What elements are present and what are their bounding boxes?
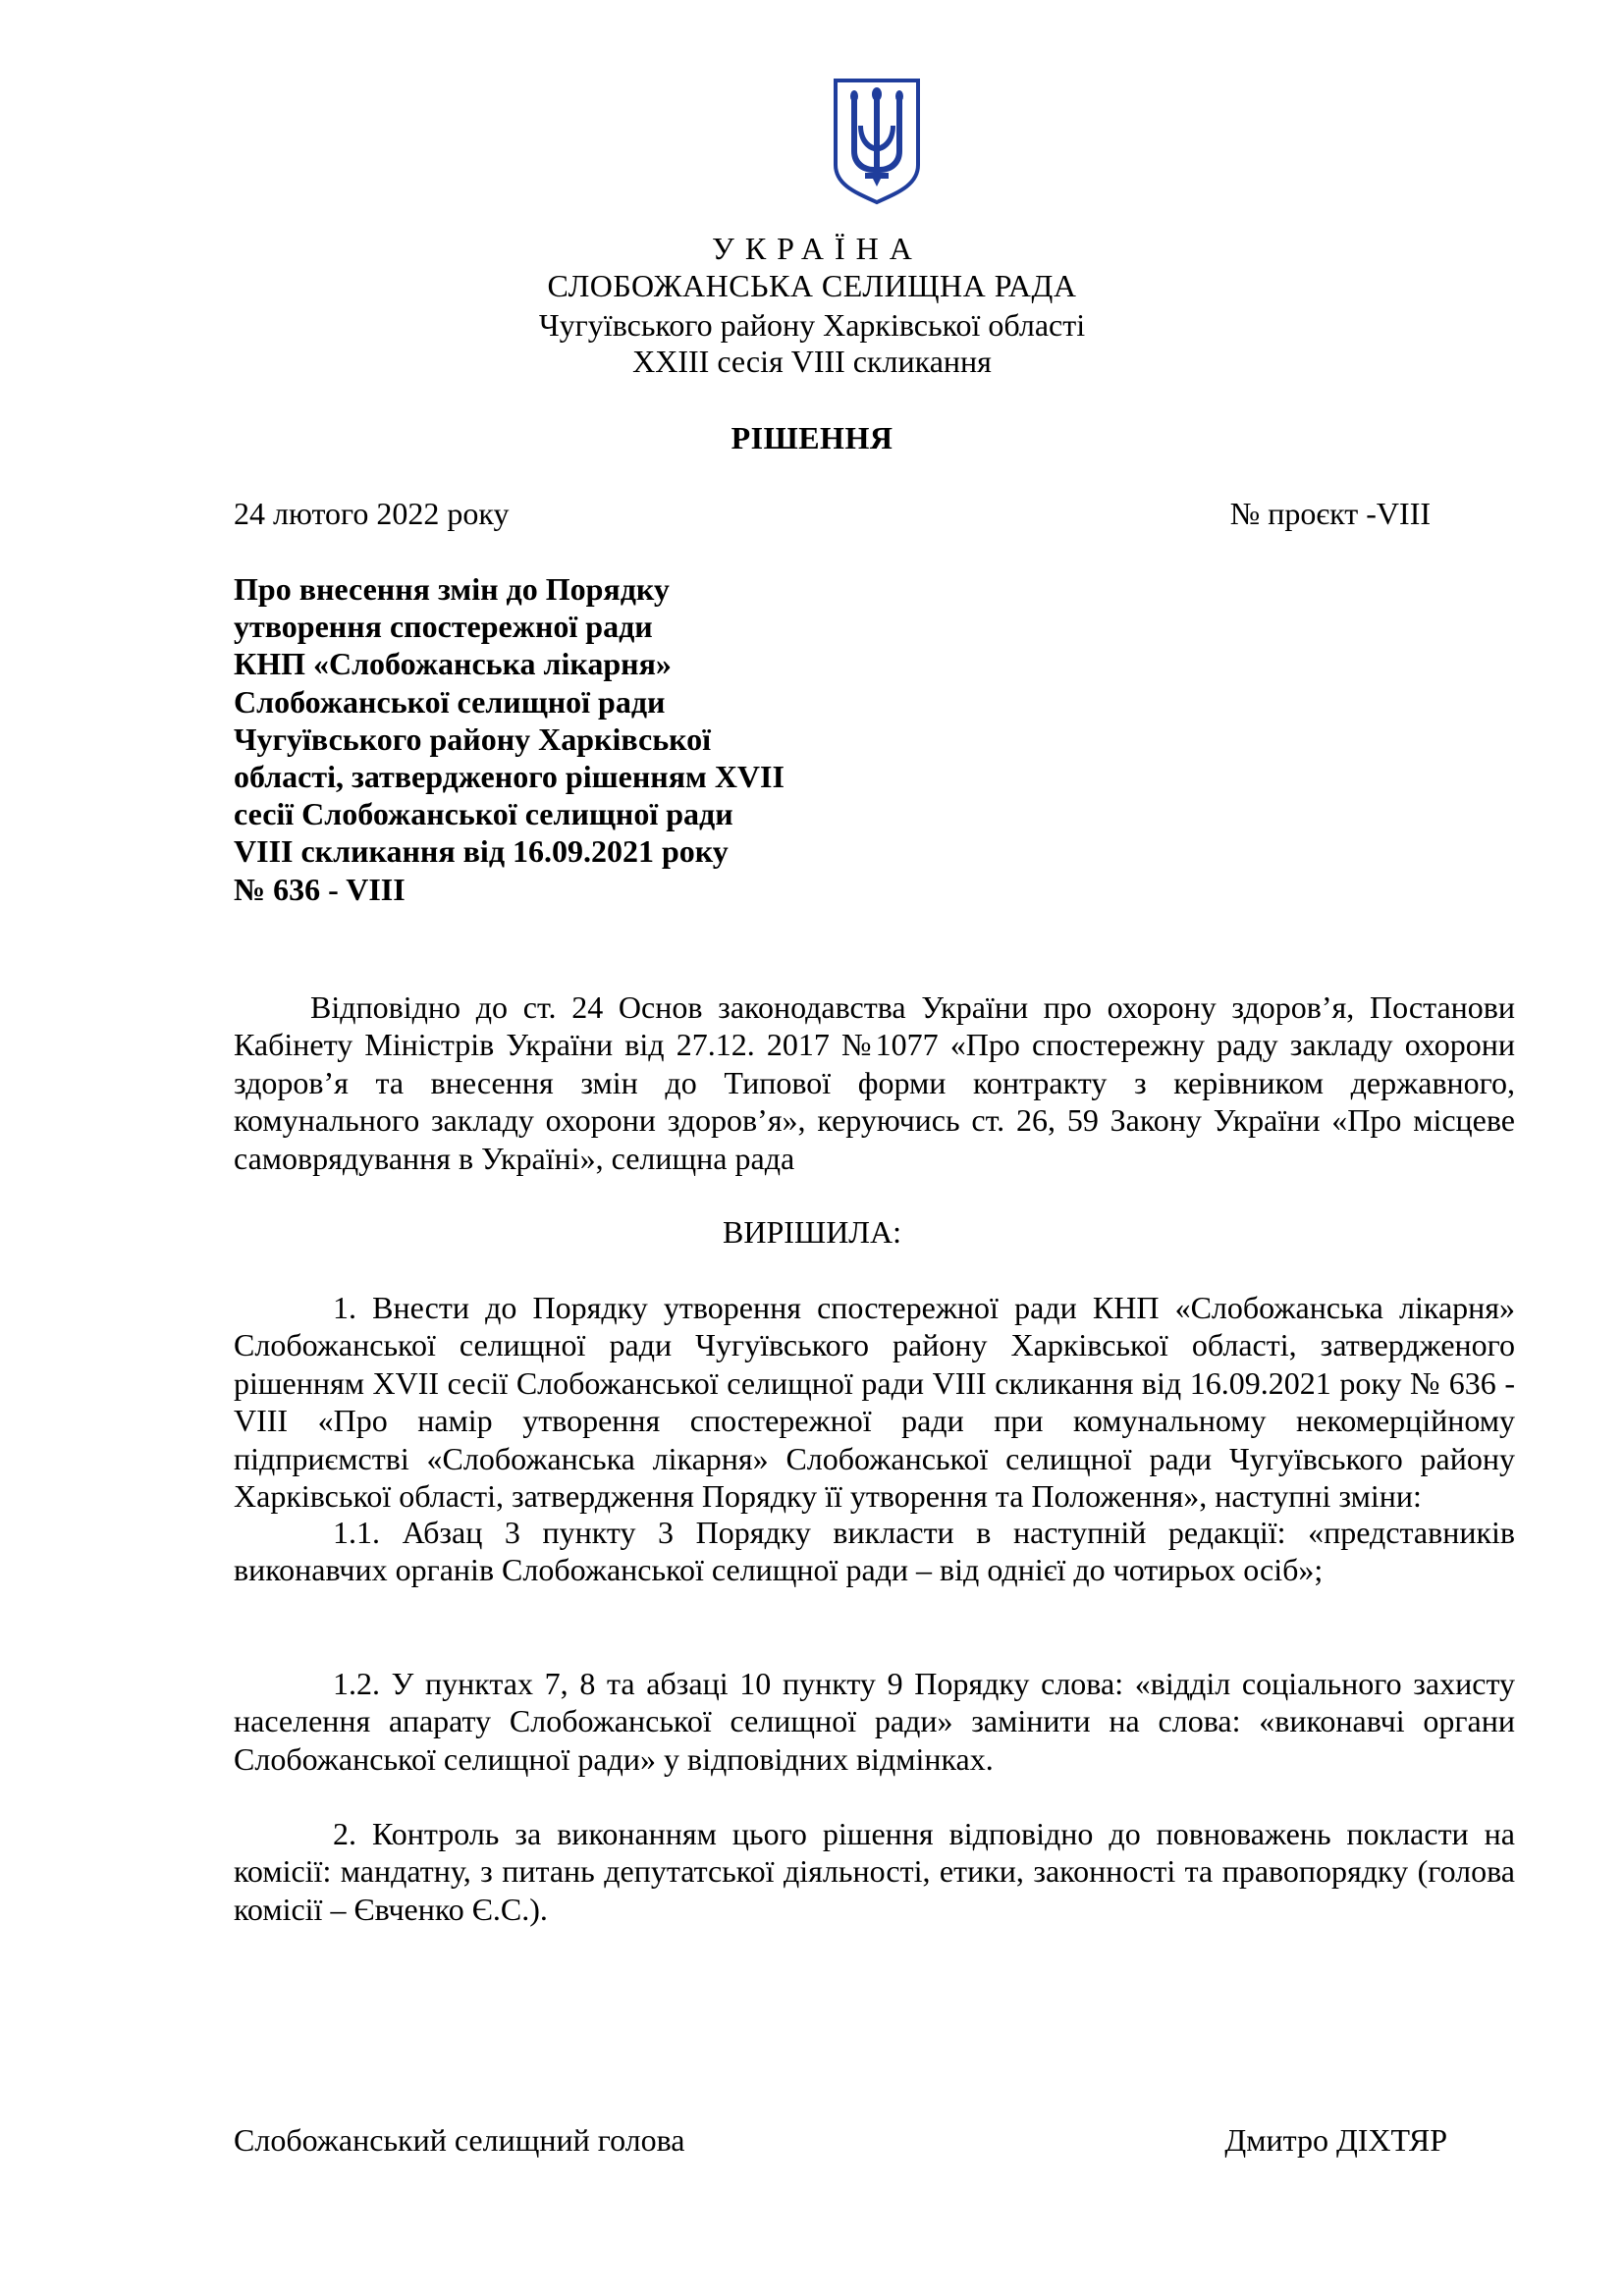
document-date: 24 лютого 2022 року [234,496,510,531]
subject-line: № 636 - VIII [234,871,406,907]
header-country: УКРАЇНА [712,231,923,266]
signature-title: Слобожанський селищний голова [234,2122,685,2158]
preamble-paragraph: Відповідно до ст. 24 Основ законодавства України про охорону здоров’я, Постанови Кабінету Міністрів України від 27.12. 2017 №1077 «Про спостережну раду закладу охорони здоров’я та внесення змін до Типової форми контракту з керівником державного, комунального закладу охорони здоров’я», керуючись ст. 26, 59 Закону України «Про місцеве самоврядування в Україні», селищна рада [234,989,1515,1176]
resolved-heading: ВИРІШИЛА: [723,1214,901,1250]
subject-line: VIII скликання від 16.09.2021 року [234,833,729,870]
subject-line: Про внесення змін до Порядку [234,571,670,607]
subject-line: утворення спостережної ради [234,609,653,645]
document-number: № проєкт -VIII [1229,496,1431,531]
decision-subject [234,570,862,908]
header-council: СЛОБОЖАНСЬКА СЕЛИЩНА РАДА [547,268,1077,303]
header-district: Чугуївського району Харківської області [538,307,1086,343]
header-session: XXIII сесія VIII скликання [632,344,992,379]
subject-line: області, затвердженого рішенням XVII [234,759,785,795]
decision-item-2: 2. Контроль за виконанням цього рішення відповідно до повноважень покласти на комісії: мандатну, з питань депутатської діяльності, етики, законності та правопорядку (голова комісії – Євченко Є.С.). [234,1816,1515,1927]
coat-of-arms-icon [830,75,924,208]
decision-item-1-2: 1.2. У пунктах 7, 8 та абзаці 10 пункту 9 Порядку слова: «відділ соціального захисту населення апарату Слобожанської селищної ради» замінити на слова: «виконавчі органи Слобожанської селищної ради» у відповідних відмінках. [234,1666,1515,1777]
decision-title: РІШЕННЯ [731,420,893,455]
subject-line: сесії Слобожанської селищної ради [234,796,733,832]
subject-line: Слобожанської селищної ради [234,683,666,720]
signature-name: Дмитро ДІХТЯР [1224,2122,1447,2158]
decision-item-1-1: 1.1. Абзац 3 пункту 3 Порядку викласти в наступній редакції: «представників виконавчих органів Слобожанської селищної ради – від однієї до чотирьох осіб»; [234,1515,1515,1588]
subject-line: Чугуївського району Харківської [234,721,712,757]
subject-line: КНП «Слобожанська лікарня» [234,646,672,682]
decision-item-1: 1. Внести до Порядку утворення спостережної ради КНП «Слобожанська лікарня» Слобожанської селищної ради Чугуївського району Харківської області, затвердженого рішенням XVII сесії Слобожанської селищної ради VIII скликання від 16.09.2021 року № 636 - VIII «Про намір утворення спостережної ради при комунальному некомерційному підприємстві «Слобожанська лікарня» Слобожанської селищної ради Чугуївського району Харківської області, затвердження Порядку її утворення та Положення», наступні зміни: [234,1290,1515,1515]
